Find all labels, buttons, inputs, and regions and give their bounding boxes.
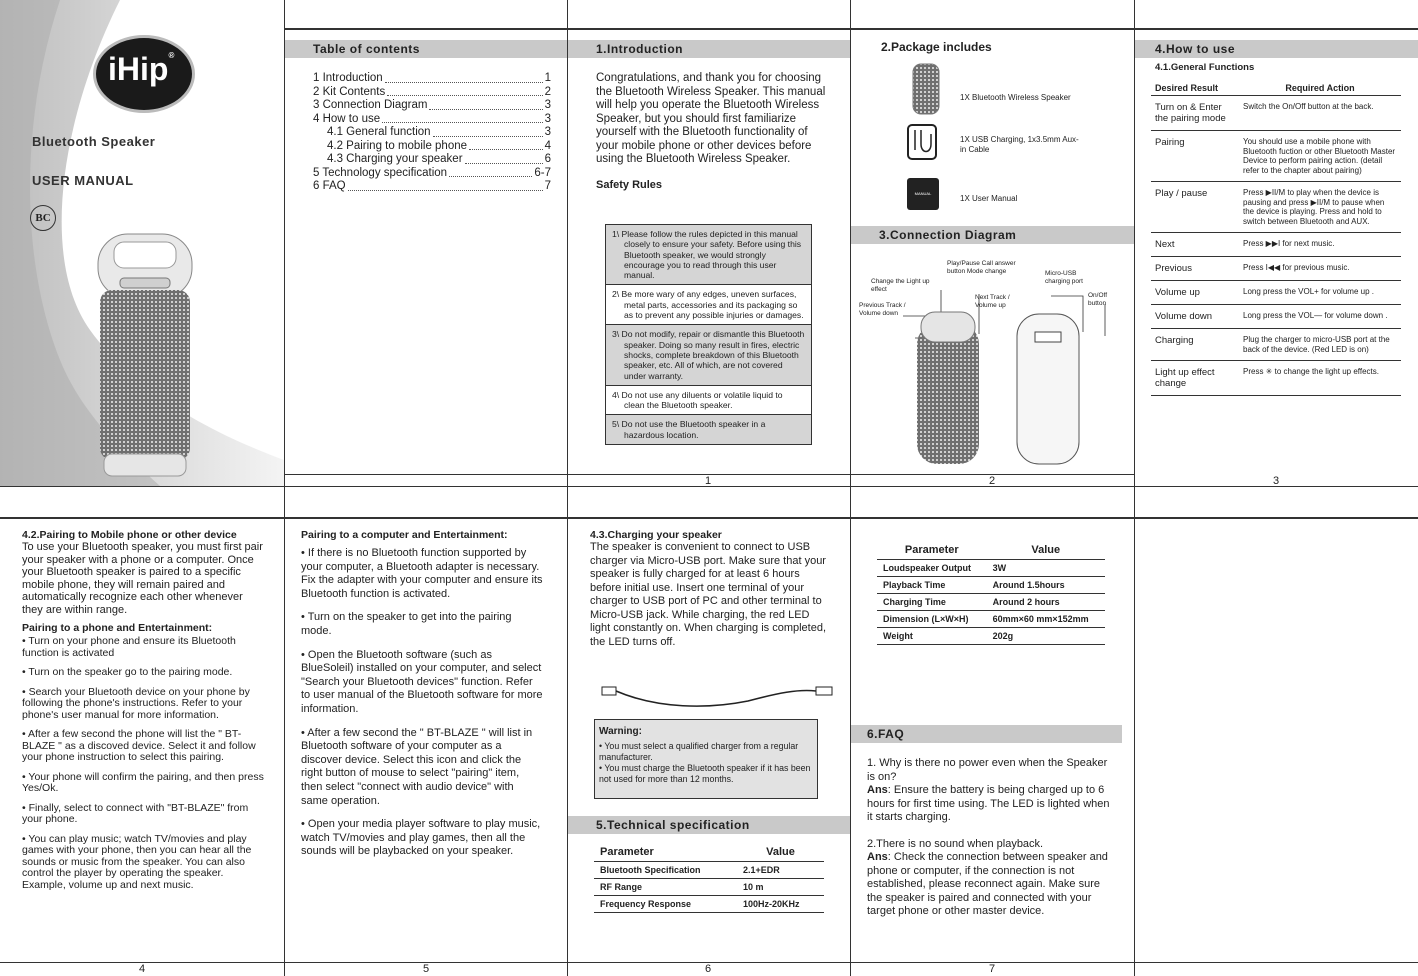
- spec-value: Around 2 hours: [987, 594, 1105, 611]
- toc-item-page: 6-7: [534, 166, 551, 179]
- package-panel: [851, 30, 1134, 474]
- faq-q2: 2.There is no sound when playback.: [867, 837, 1044, 850]
- toc-item-label: 4.2 Pairing to mobile phone: [327, 139, 468, 152]
- function-result: Volume down: [1151, 305, 1239, 329]
- toc-panel: [285, 30, 567, 474]
- safety-rule: 4\ Do not use any diluents or volatile liquid to clean the Bluetooth speaker.: [606, 386, 811, 416]
- computer-title: Pairing to a computer and Entertainment:: [301, 529, 508, 541]
- function-row: [1151, 329, 1401, 361]
- general-functions-table: [1151, 81, 1401, 396]
- toc-item-page: 1: [544, 72, 551, 84]
- page-number-6: 6: [704, 963, 712, 975]
- label-play: Play/Pause Call answer button Mode change: [947, 260, 1016, 275]
- pairing-step: • After a few second the phone will list the " BT-BLAZE " as a discoved device. Select it and follow your phone instruction to select this pairing.: [22, 728, 256, 763]
- pairing-intro: To use your Bluetooth speaker, you must first pair your speaker with a phone or a computer. Once your Bluetooth speaker is paired to a specific mobile phone, they will remain paired and automatically recognize each other whenever they are within range.: [22, 541, 263, 616]
- faq-title: 6.FAQ: [851, 725, 1122, 743]
- function-result: Light up effect change: [1151, 361, 1239, 396]
- toc-item: [313, 180, 551, 194]
- label-light: Change the Light up effect: [871, 278, 930, 293]
- techspec-param: Bluetooth Specification: [594, 862, 737, 879]
- toc-leader: [469, 140, 543, 151]
- spec-row: [877, 611, 1105, 628]
- safety-title: Safety Rules: [596, 178, 663, 191]
- function-row: [1151, 131, 1401, 182]
- usb-cable-illustration: [598, 679, 838, 719]
- toc-item-label: 5 Technology specification: [313, 166, 448, 179]
- techspec-title: 5.Technical specification: [568, 816, 850, 834]
- computer-steps: [301, 547, 543, 859]
- toc-item: [313, 167, 551, 181]
- toc-leader: [465, 153, 543, 164]
- techspec-table: [594, 843, 824, 913]
- computer-step: • Open the Bluetooth software (such as BlueSoleil) installed on your computer, and select "Search your Bluetooth devices" function. Refer to user manual of the Bluetooth software for more information.: [301, 648, 543, 715]
- function-action: Long press the VOL— for volume down .: [1239, 305, 1401, 329]
- toc-leader: [387, 86, 542, 97]
- safety-rule: 2\ Be more wary of any edges, uneven surfaces, metal parts, accessories and its packaging so as to prevent any possible injuries or damages.: [606, 285, 811, 325]
- faq-a2: Ans: Check the connection between speaker and phone or computer, if the connection is not established, please reconnect again. Make sure the speaker is paired and connected with your target phone or other master device.: [867, 851, 1108, 917]
- spec-param: Charging Time: [877, 594, 987, 611]
- toc-leader: [433, 126, 543, 137]
- diagram-title: 3.Connection Diagram: [851, 226, 1134, 244]
- pairing-step: • Your phone will confirm the pairing, and then press Yes/Ok.: [22, 770, 264, 794]
- computer-step: • Open your media player software to play music, watch TV/movies and play games, then all the sounds will be playbacked on your speaker.: [301, 818, 541, 858]
- charging-panel: [568, 519, 850, 962]
- function-result: Next: [1151, 233, 1239, 257]
- spec-value: Around 1.5hours: [987, 577, 1105, 594]
- techspec-row: [594, 879, 824, 896]
- function-action: Long press the VOL+ for volume up .: [1239, 281, 1401, 305]
- charging-body: The speaker is convenient to connect to USB charger via Micro-USB port. Make sure that your speaker is fully charged for at least 6 hours before initial use. Insert one terminal of your charger to USB port of PC and other terminal to Micro-USB jack. While charging, the red LED light constantly on. When charging is completed, the LED turns off.: [590, 541, 827, 648]
- function-action: Switch the On/Off button at the back.: [1239, 96, 1401, 131]
- label-onoff: On/Off button: [1088, 292, 1108, 307]
- computer-panel: [285, 519, 567, 962]
- spec-value: 202g: [987, 628, 1105, 645]
- pairing-panel: [0, 519, 284, 962]
- toc-item: [313, 113, 551, 127]
- toc-item: [313, 86, 551, 100]
- toc-item: [313, 72, 551, 86]
- techspec-param: Frequency Response: [594, 896, 737, 913]
- toc-item-label: 4.1 General function: [327, 126, 431, 138]
- computer-step: • Turn on the speaker to get into the pairing mode.: [301, 611, 512, 637]
- col-required-action: Required Action: [1239, 81, 1401, 96]
- pairing-step: • Turn on the speaker go to the pairing mode.: [22, 666, 233, 678]
- diagram-speakers: [851, 274, 1134, 474]
- manual-title: USER MANUAL: [32, 173, 134, 188]
- function-action: Press I◀◀ for previous music.: [1239, 257, 1401, 281]
- page-number-7: 7: [988, 963, 996, 975]
- package-item-speaker: 1X Bluetooth Wireless Speaker: [960, 93, 1071, 102]
- computer-step: • After a few second the " BT-BLAZE " will list in Bluetooth software of your computer as a discover device. Select this icon and click the right button of mouse to select "pairing" item, then select "connect with audio device" with same operation.: [301, 726, 533, 807]
- toc-item-label: 4 How to use: [313, 112, 381, 125]
- spec-param: Playback Time: [877, 577, 987, 594]
- toc-item-page: 6: [544, 153, 551, 165]
- toc-item-page: 4: [544, 139, 551, 152]
- faq-q1: 1. Why is there no power even when the Speaker is on?: [867, 757, 1108, 783]
- manual-thumb: MANUAL: [907, 178, 939, 210]
- function-row: [1151, 305, 1401, 329]
- function-action: Press ▶II/M to play when the device is pausing and press ▶II/M to pause when the device is playing. Press and hold to switch between Bluetooth and AUX.: [1239, 182, 1401, 233]
- spec-param: Loudspeaker Output: [877, 560, 987, 577]
- pairing-steps: [22, 636, 270, 891]
- function-row: [1151, 281, 1401, 305]
- cover-panel: [0, 0, 284, 486]
- pairing-step: • You can play music; watch TV/movies and play games with your phone, then you can hear all the sounds or music from the speaker. You can also control the player by operating the speaker. Example, volume up and next music.: [22, 832, 252, 891]
- safety-rules-box: [605, 224, 812, 445]
- toc-title: Table of contents: [285, 40, 567, 58]
- techspec-h2: Value: [737, 843, 824, 862]
- safety-rule: 1\ Please follow the rules depicted in this manual closely to ensure your safety. Before using this Bluetooth speaker, we would strongly encourage you to read through this user manual.: [606, 225, 811, 285]
- page-number-1: 1: [704, 475, 712, 487]
- function-result: Pairing: [1151, 131, 1239, 182]
- toc-item-page: 3: [544, 99, 551, 111]
- techspec-value: 2.1+EDR: [737, 862, 824, 879]
- function-action: Press ✳ to change the light up effects.: [1239, 361, 1401, 396]
- product-title: Bluetooth Speaker: [32, 134, 156, 149]
- spec-param: Dimension (L×W×H): [877, 611, 987, 628]
- toc-item: [313, 140, 551, 154]
- toc-item: [313, 126, 551, 140]
- toc-item-page: 3: [544, 126, 551, 138]
- toc-leader: [429, 99, 542, 110]
- spec2-h2: Value: [987, 541, 1105, 560]
- toc-item-label: 6 FAQ: [313, 180, 346, 192]
- safety-rule: 5\ Do not use the Bluetooth speaker in a hazardous location.: [606, 415, 811, 444]
- warning-title: Warning:: [599, 726, 642, 737]
- toc-item-page: 7: [544, 180, 551, 192]
- faq-a1: Ans: Ensure the battery is being charged up to 6 hours for first time using. The LED is lighted when it starts charging.: [867, 784, 1110, 823]
- toc-item-label: 2 Kit Contents: [313, 85, 386, 98]
- spec-row: [877, 628, 1105, 645]
- intro-title: 1.Introduction: [568, 40, 850, 58]
- page-number-4: 4: [138, 963, 146, 975]
- package-item-cable: 1X USB Charging, 1x3.5mm Aux-in Cable: [960, 135, 1079, 154]
- spec2-h1: Parameter: [877, 541, 987, 560]
- spec-value: 3W: [987, 560, 1105, 577]
- function-result: Turn on & Enter the pairing mode: [1151, 96, 1239, 131]
- techspec-row: [594, 862, 824, 879]
- spec-table: [877, 541, 1105, 645]
- function-result: Volume up: [1151, 281, 1239, 305]
- pairing-step: • Finally, select to connect with "BT-BLAZE" from your phone.: [22, 801, 249, 825]
- toc-item: [313, 153, 551, 167]
- charging-title: 4.3.Charging your speaker: [590, 529, 722, 541]
- function-row: [1151, 361, 1401, 396]
- toc-item-page: 2: [544, 85, 551, 98]
- page-number-3: 3: [1272, 475, 1280, 487]
- toc-item: [313, 99, 551, 113]
- speaker-illustration: [90, 228, 200, 483]
- intro-body: Congratulations, and thank you for choosing the Bluetooth Wireless Speaker. This manual will help you operate the Bluetooth Wireless Speaker, but you should first familiarize yourself with the Bluetooth functionality of your mobile phone or other devices before using the Bluetooth Wireless Speaker.: [596, 72, 826, 165]
- toc-item-page: 3: [544, 112, 551, 125]
- spec-param: Weight: [877, 628, 987, 645]
- faq-content: [867, 757, 1117, 919]
- label-usb: Micro-USB charging port: [1045, 270, 1083, 285]
- warning-1: • You must select a qualified charger from a regular manufacturer.: [599, 741, 799, 762]
- howto-subtitle: 4.1.General Functions: [1155, 62, 1255, 73]
- label-prev: Previous Track / Volume down: [859, 302, 906, 317]
- package-item-manual: 1X User Manual: [960, 194, 1018, 203]
- techspec-param: RF Range: [594, 879, 737, 896]
- howto-title: 4.How to use: [1135, 40, 1418, 58]
- function-row: [1151, 96, 1401, 131]
- howto-panel: [1135, 30, 1418, 474]
- toc-leader: [348, 180, 543, 191]
- page-number-5: 5: [422, 963, 430, 975]
- function-row: [1151, 182, 1401, 233]
- techspec-value: 10 m: [737, 879, 824, 896]
- function-action: You should use a mobile phone with Bluetooth fuction or other Bluetooth Master Device to perform pairing action. (detail refer to the chapter about pairing): [1239, 131, 1401, 182]
- label-next: Next Track / Volume up: [975, 294, 1010, 309]
- toc-item-label: 3 Connection Diagram: [313, 99, 428, 111]
- pairing-title: 4.2.Pairing to Mobile phone or other device: [22, 529, 237, 541]
- function-result: Previous: [1151, 257, 1239, 281]
- techspec-value: 100Hz-20KHz: [737, 896, 824, 913]
- function-row: [1151, 257, 1401, 281]
- function-result: Charging: [1151, 329, 1239, 361]
- spec-row: [877, 560, 1105, 577]
- cable-thumb: [907, 124, 937, 160]
- function-result: Play / pause: [1151, 182, 1239, 233]
- toc-item-label: 4.3 Charging your speaker: [327, 153, 463, 165]
- function-row: [1151, 233, 1401, 257]
- warning-box: [594, 719, 818, 799]
- speaker-thumb: [911, 62, 941, 116]
- function-action: Press ▶▶I for next music.: [1239, 233, 1401, 257]
- spec-row: [877, 577, 1105, 594]
- spec-faq-panel: [851, 519, 1134, 962]
- toc-leader: [449, 167, 532, 178]
- col-desired-result: Desired Result: [1151, 81, 1239, 96]
- bc-badge: BC: [30, 205, 56, 231]
- techspec-row: [594, 896, 824, 913]
- safety-rule: 3\ Do not modify, repair or dismantle this Bluetooth speaker. Doing so many result in fires, electric shocks, complete breakdown of this Bluetooth speaker, etc. All of which, are not covered under warranty.: [606, 325, 811, 385]
- warning-2: • You must charge the Bluetooth speaker if it has been not used for more than 12 months.: [599, 763, 811, 784]
- computer-step: • If there is no Bluetooth function supported by your computer, a Bluetooth adapter is necessary. Fix the adapter with your computer and ensure its Bluetooth function is activated.: [301, 547, 543, 600]
- function-action: Plug the charger to micro-USB port at the back of the device. (Red LED is on): [1239, 329, 1401, 361]
- techspec-h1: Parameter: [594, 843, 737, 862]
- page-number-2: 2: [988, 475, 996, 487]
- toc-leader: [385, 72, 543, 83]
- toc-item-label: 1 Introduction: [313, 72, 383, 84]
- pairing-step: • Search your Bluetooth device on your phone by following the phone's instructions. Refer to your phone's user manual for more information.: [22, 685, 250, 721]
- logo-text: iHip®: [108, 51, 175, 87]
- toc-list: [313, 72, 551, 194]
- toc-leader: [382, 113, 542, 124]
- spec-value: 60mm×60 mm×152mm: [987, 611, 1105, 628]
- package-title: 2.Package includes: [881, 40, 992, 54]
- spec-row: [877, 594, 1105, 611]
- pairing-step: • Turn on your phone and ensure its Bluetooth function is activated: [22, 635, 236, 659]
- pairing-subtitle: Pairing to a phone and Entertainment:: [22, 622, 213, 634]
